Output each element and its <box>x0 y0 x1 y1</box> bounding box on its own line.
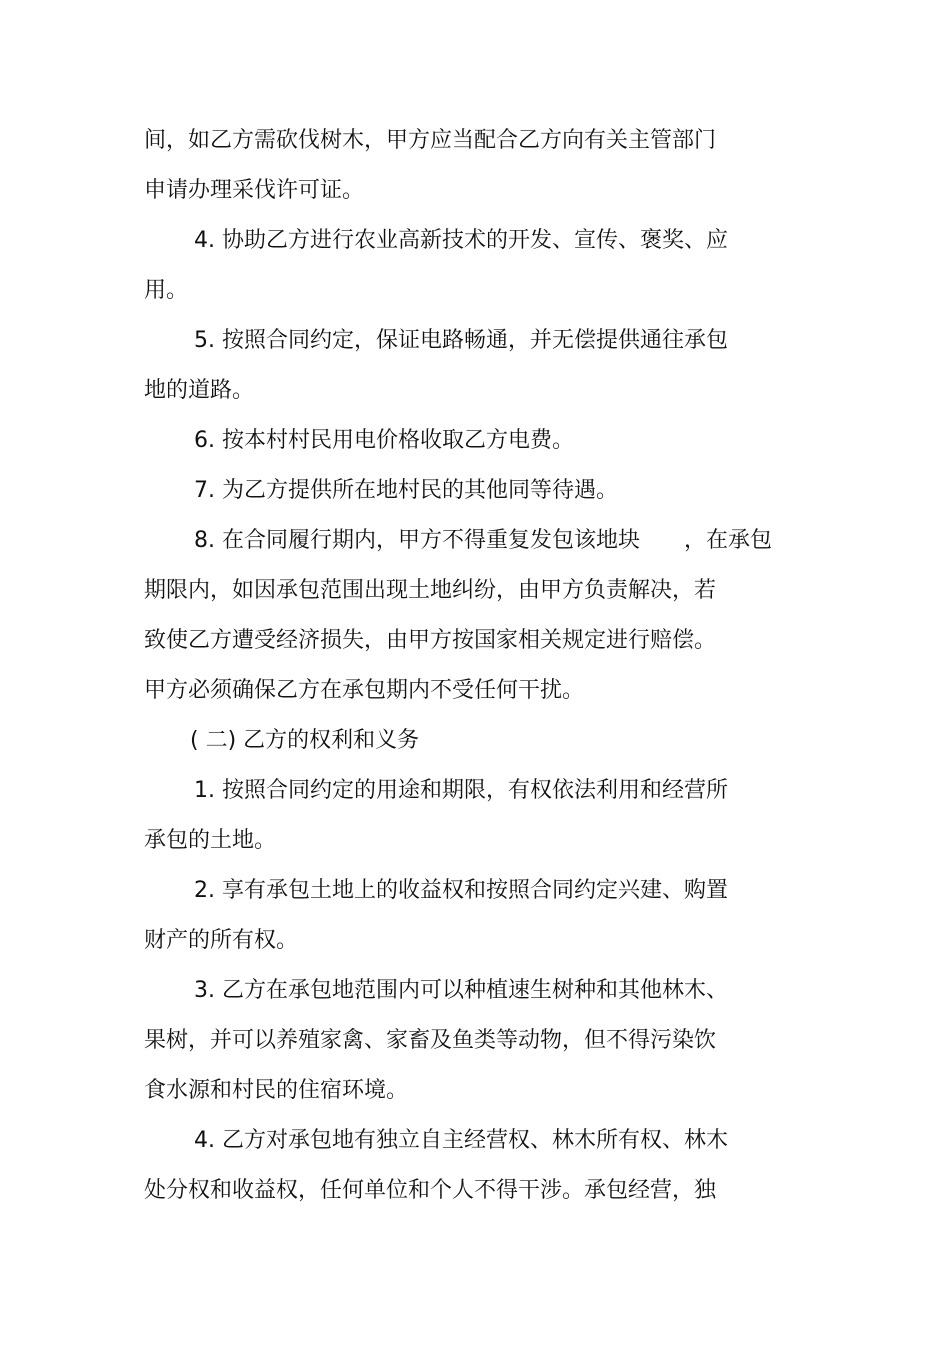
text-line: 4. 乙方对承包地有独立自主经营权、林木所有权、林木 <box>194 1128 728 1153</box>
text-line: 4. 协助乙方进行农业高新技术的开发、宣传、褒奖、应 <box>194 228 728 253</box>
text-line: 6. 按本村村民用电价格收取乙方电费。 <box>194 428 574 453</box>
text-line: 致使乙方遭受经济损失，由甲方按国家相关规定进行赔偿。 <box>144 628 717 653</box>
text-line: 地的道路。 <box>144 378 255 403</box>
text-line: 5. 按照合同约定，保证电路畅通，并无偿提供通往承包 <box>194 328 728 353</box>
text-line: 7. 为乙方提供所在地村民的其他同等待遇。 <box>194 478 618 503</box>
text-line: 甲方必须确保乙方在承包期内不受任何干扰。 <box>144 678 585 703</box>
text-line: 财产的所有权。 <box>144 928 299 953</box>
text-line: 果树，并可以养殖家禽、家畜及鱼类等动物，但不得污染饮 <box>144 1028 717 1053</box>
text-line: 承包的土地。 <box>144 828 277 853</box>
text-line: 间，如乙方需砍伐树木，甲方应当配合乙方向有关主管部门 <box>144 128 717 153</box>
text-line: 8. 在合同履行期内，甲方不得重复发包该地块 ，在承包 <box>194 528 772 553</box>
text-line: 3. 乙方在承包地范围内可以种植速生树种和其他林木、 <box>194 978 728 1003</box>
text-line: 2. 享有承包土地上的收益权和按照合同约定兴建、购置 <box>194 878 728 903</box>
text-line: 处分权和收益权，任何单位和个人不得干涉。承包经营，独 <box>144 1178 717 1203</box>
text-line: 用。 <box>144 278 189 303</box>
text-line: 期限内，如因承包范围出现土地纠纷，由甲方负责解决，若 <box>144 578 717 603</box>
text-line: 食水源和村民的住宿环境。 <box>144 1078 409 1103</box>
text-line: 1. 按照合同约定的用途和期限，有权依法利用和经营所 <box>194 778 728 803</box>
section-heading: ( 二) 乙方的权利和义务 <box>190 728 420 753</box>
text-line: 申请办理采伐许可证。 <box>144 178 365 203</box>
